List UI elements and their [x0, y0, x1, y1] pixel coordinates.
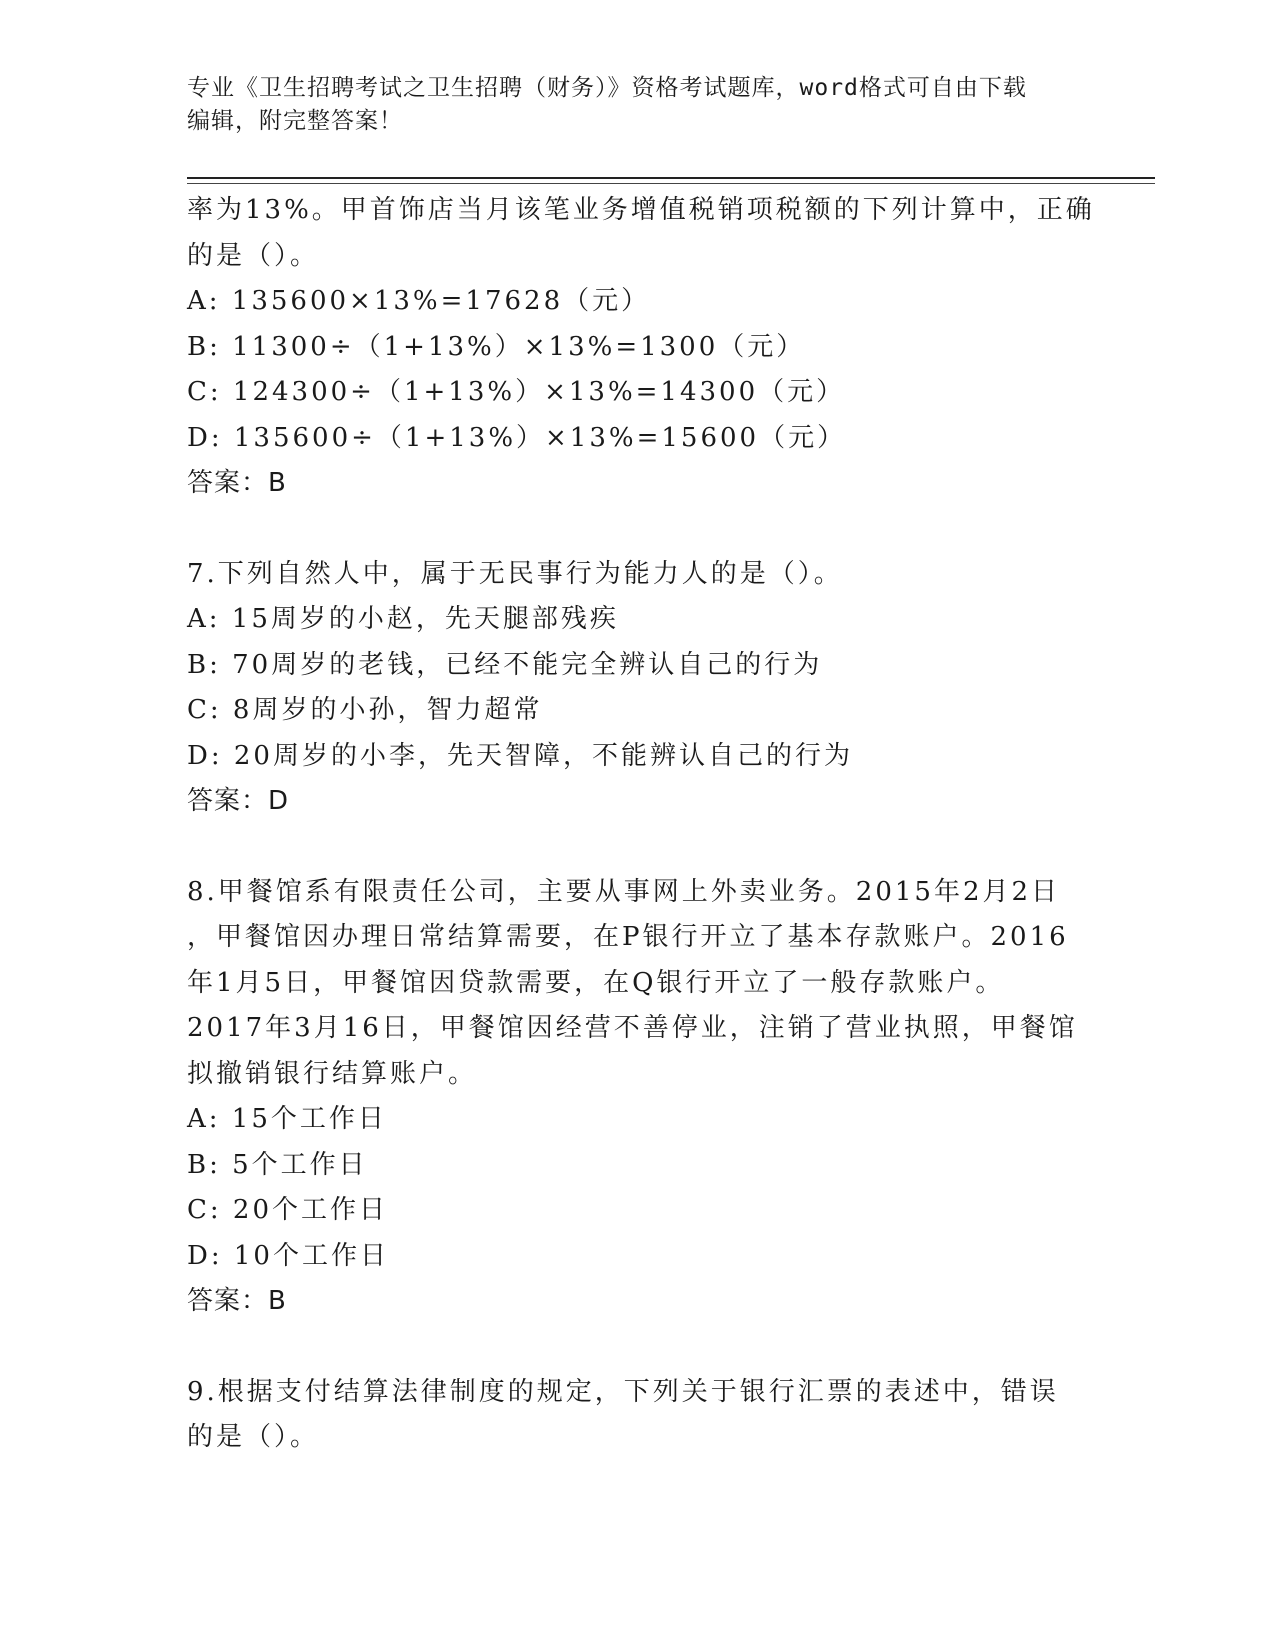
question-7: [187, 552, 1087, 825]
answer-label: 答案：B: [187, 468, 287, 498]
option-d: D: 20周岁的小李，先天智障，不能辨认自己的行为: [187, 740, 853, 771]
option-a: A: 15周岁的小赵，先天腿部残疾: [187, 604, 619, 634]
answer-label: 答案：B: [187, 1286, 287, 1316]
question-stem: 8.甲餐馆系有限责任公司，主要从事网上外卖业务。2015年2月2日: [187, 876, 1061, 907]
header-divider-thick: [187, 177, 1155, 179]
question-stem: 率为13%。甲首饰店当月该笔业务增值税销项税额的下列计算中，正确: [187, 195, 1095, 225]
question-stem: 的是（）。: [187, 240, 320, 271]
question-stem: ，甲餐馆因办理日常结算需要，在P银行开立了基本存款账户。2016: [187, 922, 1069, 952]
answer-label: 答案：D: [187, 786, 290, 816]
header-divider-thin: [187, 183, 1155, 184]
question-stem: 年1月5日，甲餐馆因贷款需要，在Q银行开立了一般存款账户。: [187, 967, 1005, 998]
header-line-2: 编辑，附完整答案！: [187, 108, 403, 134]
spacer: [187, 1325, 1087, 1370]
option-c: C: 124300÷（1+13%）×13%=14300（元）: [187, 377, 846, 407]
spacer: [187, 507, 1087, 552]
option-d: D: 135600÷（1+13%）×13%=15600（元）: [187, 422, 847, 453]
question-stem: 7.下列自然人中，属于无民事行为能力人的是（）。: [187, 558, 843, 589]
option-c: C: 20个工作日: [187, 1195, 389, 1225]
question-stem: 2017年3月16日，甲餐馆因经营不善停业，注销了营业执照，甲餐馆: [187, 1013, 1078, 1043]
option-c: C: 8周岁的小孙，智力超常: [187, 695, 543, 725]
question-stem: 的是（）。: [187, 1422, 320, 1452]
option-b: B: 5个工作日: [187, 1149, 368, 1180]
question-9: [187, 1370, 1087, 1461]
question-content: [187, 188, 1095, 1461]
option-b: B: 11300÷（1+13%）×13%=1300（元）: [187, 331, 806, 362]
option-a: A: 15个工作日: [187, 1104, 387, 1134]
option-d: D: 10个工作日: [187, 1240, 389, 1271]
question-stem: 9.根据支付结算法律制度的规定，下列关于银行汇票的表述中，错误: [187, 1376, 1059, 1407]
document-header: [187, 72, 1087, 138]
option-a: A: 135600×13%=17628（元）: [187, 286, 651, 316]
question-8: [187, 870, 1087, 1325]
header-line-1: 专业《卫生招聘考试之卫生招聘（财务）》资格考试题库，word格式可自由下载: [187, 75, 1027, 101]
spacer: [187, 825, 1087, 870]
question-stem: 拟撤销银行结算账户。: [187, 1058, 478, 1089]
option-b: B: 70周岁的老钱，已经不能完全辨认自己的行为: [187, 649, 823, 680]
question-6: [187, 188, 1095, 507]
